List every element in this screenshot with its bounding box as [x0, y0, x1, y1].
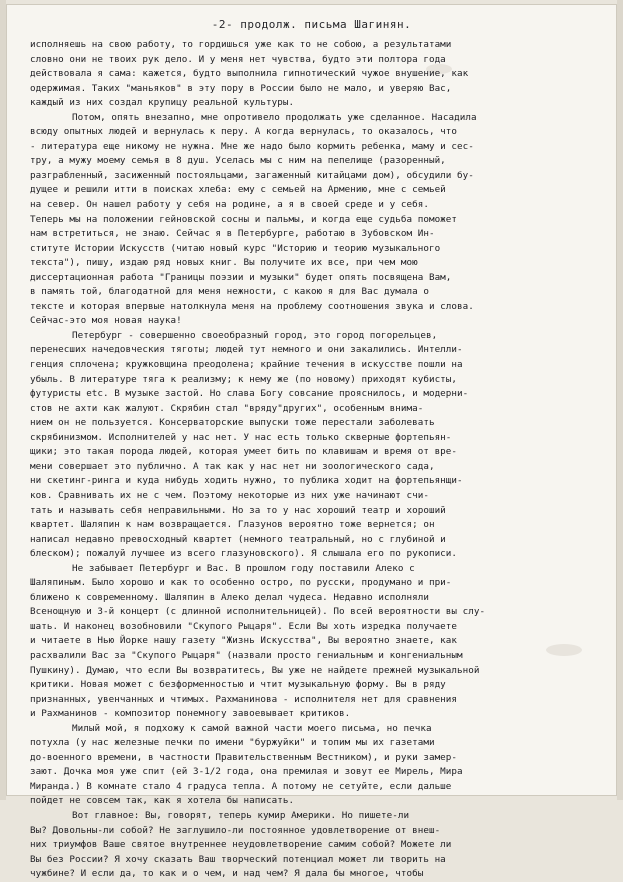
text-line: признанных, увенчанных и чтимых. Рахманинова - исполнителя нет для сравнения: [30, 693, 458, 705]
text-line: Миранда.) В комнате стало 4 градуса тепла. А потому не сетуйте, если дальше: [30, 780, 452, 792]
text-line: - литература еще никому не нужна. Мне же надо было кормить ребенка, маму и сес-: [30, 140, 474, 152]
text-line: стов не ахти как жалуют. Скрябин стал "вряду"других", особенным внима-: [30, 402, 424, 414]
text-line: Шаляпиным. Было хорошо и как то особенно остро, по русски, продумано и при-: [30, 577, 452, 589]
text-line: Вы без России? Я хочу сказать Ваш творческий потенциал может ли творить на: [30, 853, 446, 865]
letter-body: [30, 38, 606, 882]
text-line: исполняешь на свою работу, то гордишься уже как то не собою, а результатами: [30, 39, 452, 50]
text-line: всюду опытных людей и вернулась к перу. А когда вернулась, то оказалось, что: [30, 126, 458, 138]
page-header: -2- продолж. письма Шагинян.: [211, 18, 412, 31]
text-line: тру, а мужу моему семья в 8 душ. Уселась мы с ним на пепелище (разоренный,: [30, 155, 446, 167]
text-line: разграбленный, засиженный постояльцами, загаженный китайцами дом), обсудили бу-: [30, 169, 474, 181]
text-line: в память той, благодатной для меня нежности, с какою я для Вас думала о: [30, 286, 429, 298]
text-line: скрябинизмом. Исполнителей у нас нет. У нас есть только скверные фортепьян-: [30, 431, 452, 443]
text-line: действовала я сама: кажется, будто выполнила гипнотический чужое внушение, как: [30, 68, 469, 80]
text-line: каждый из них создал крупицу реальной культуры.: [30, 97, 295, 109]
text-line: текста"), пишу, издаю ряд новых книг. Вы получите их все, при чем мою: [30, 257, 418, 269]
text-line: потухла (у нас железные печки по имени "буржуйки" и топим мы их газетами: [30, 737, 435, 749]
text-line: Не забывает Петербург и Вас. В прошлом году поставили Алеко с: [72, 562, 415, 574]
text-line: футуристы etc. В музыке застой. Но слава Богу совсание прояснилось, и модерни-: [30, 388, 469, 400]
text-line: расхвалили Вас за "Скупого Рыцаря" (назвали просто гениальным и конгениальным: [30, 649, 463, 661]
text-line: Петербург - совершенно своеобразный город, это город погорельцев,: [72, 329, 438, 341]
text-line: квартет. Шаляпин к нам возвращается. Глазунов вероятно тоже вернется; он: [30, 519, 435, 531]
text-line: щики; это такая порода людей, которая умеет бить по клавишам и время от вре-: [30, 446, 458, 458]
text-line: одержимая. Таких "маньяков" в эту пору в России было не мало, и уверяю Вас,: [30, 82, 452, 94]
page-edge-right: [617, 0, 623, 800]
text-line: зают. Дочка моя уже спит (ей 3-1/2 года, она премилая и зовут ее Мирель, Мира: [30, 766, 463, 778]
typewritten-page: [6, 4, 617, 880]
text-line: Милый мой, я подхожу к самой важной части моего письма, но печка: [72, 722, 432, 734]
text-line: диссертационная работа "Границы поэзии и музыки" будет опять посвящена Вам,: [30, 271, 452, 283]
text-line: Потом, опять внезапно, мне опротивело продолжать уже сделанное. Насадила: [72, 111, 477, 123]
text-line: шать. И наконец возобновили "Скупого Рыцаря". Если Вы хоть изредка получаете: [30, 620, 458, 632]
text-line: генция сплочена; кружковщина преодолена; крайние течения в искусстве пошли на: [30, 359, 463, 371]
text-line: дущее и решили итти в поисках хлеба: ему с семьей на Армению, мне с семьей: [30, 184, 446, 196]
text-line: Теперь мы на положении гейновской сосны и пальмы, и когда еще судьба поможет: [30, 213, 458, 225]
text-line: нам встретиться, не знаю. Сейчас я в Петербурге, работаю в Зубовском Ин-: [30, 228, 435, 240]
text-line: тать и называть себя неправильными. Но за то у нас хороший театр и хороший: [30, 504, 446, 516]
text-line: ближено к современному. Шаляпин в Алеко делал чудеса. Недавно исполняли: [30, 591, 429, 603]
text-line: перенесших начедовческия тяготы; людей тут немного и они закалились. Интелли-: [30, 344, 463, 356]
text-line: Всенощную и 3-й концерт (с длинной исполнительницей). По всей вероятности вы слу-: [30, 606, 486, 618]
text-line: них триумфов Ваше святое внутреннее неудовлетворение самим собой? Можете ли: [30, 839, 452, 851]
text-line: словно они не твоих рук дело. И у меня нет чувства, будто эти полтора года: [30, 53, 446, 65]
text-line: и Рахманинов - композитор понемногу завоевывает критиков.: [30, 708, 351, 720]
text-line: убыль. В литературе тяга к реализму; к нему же (по новому) приходят кубисты,: [30, 373, 458, 385]
text-line: до-военного времени, в частности Правительственным Вестником), и руки замер-: [30, 751, 458, 763]
text-line: Вот главное: Вы, говорят, теперь кумир Америки. Но пишете-ли: [72, 809, 410, 821]
text-line: тексте и которая впервые натолкнула меня на проблему соотношения звука и слова.: [30, 300, 474, 312]
text-line: мени совершает это публично. А так как у нас нет ни зоологического сада,: [30, 460, 435, 472]
text-line: Пушкину). Думаю, что если Вы возвратитесь, Вы уже не найдете прежней музыкальной: [30, 664, 480, 676]
text-line: ни скетинг-ринга и куда нибудь ходить нужно, то публика ходит на фортепьянщи-: [30, 475, 463, 487]
text-line: написал недавно превосходный квартет (немного театральный, но с глубиной и: [30, 533, 446, 545]
text-line: критики. Новая может с безформенностью и чтит музыкальную форму. Вы в ряду: [30, 679, 446, 691]
text-line: на север. Он нашел работу у себя на родине, а я в своей среде и у себя.: [30, 199, 429, 211]
text-line: блеском); пожалуй лучшее из всего глазуновского). Я слышала его по рукописи.: [30, 548, 458, 560]
text-line: чужбине? И если да, то как и о чем, и над чем? Я дала бы многое, чтобы: [30, 868, 424, 880]
text-line: Вы? Довольны-ли собой? Не заглушило-ли постоянное удовлетворение от внеш-: [30, 824, 441, 836]
text-line: и читаете в Нью Йорке нашу газету "Жизнь Искусства", Вы вероятно знаете, как: [30, 635, 458, 647]
text-line: ков. Сравнивать их не с чем. Поэтому некоторые из них уже начинают счи-: [30, 489, 429, 501]
text-line: пойдет не совсем так, как я хотела бы написать.: [30, 795, 295, 807]
text-line: Сейчас-это моя новая наука!: [30, 315, 182, 327]
text-line: ституте Истории Искусств (читаю новый курс "Историю и теорию музыкального: [30, 242, 441, 254]
text-line: нием он не пользуется. Консерваторские выпуски тоже перестали заболевать: [30, 417, 435, 429]
